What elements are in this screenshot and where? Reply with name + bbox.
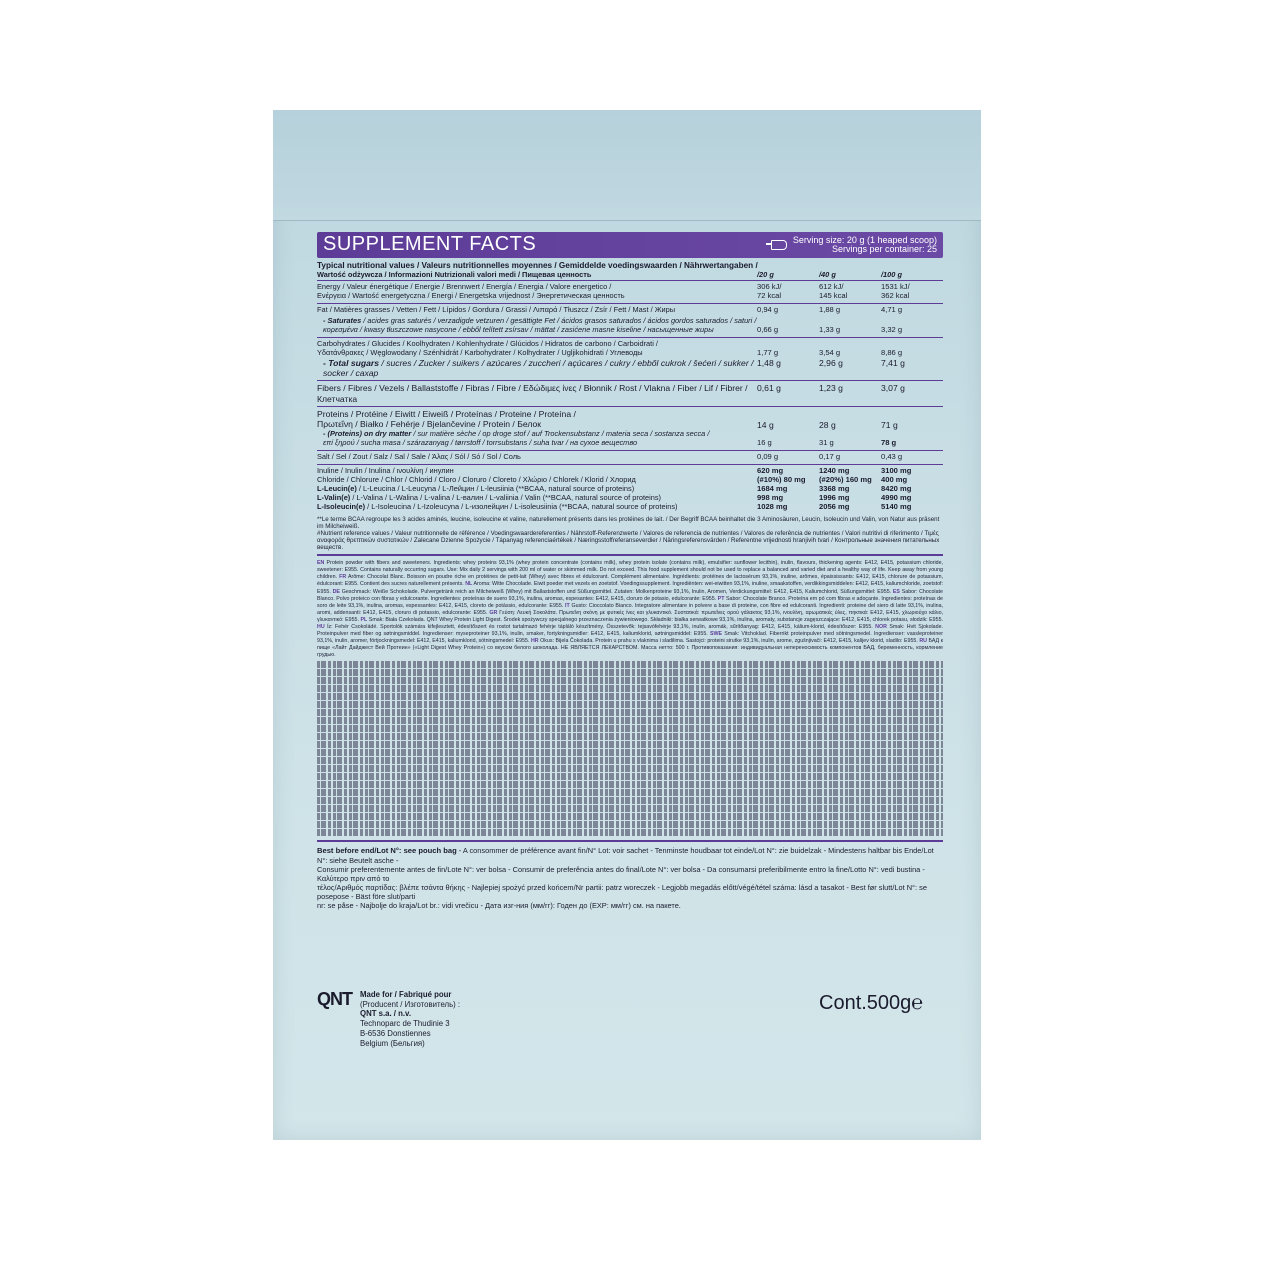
ingredients-block: [317, 560, 943, 842]
net-content: Cont.500g℮: [819, 992, 924, 1014]
bcaa-note: **Le terme BCAA regroupe les 3 acides aminés, leucine, isoleucine et valine, naturellement présents dans les protéines de lait. / Der Begriff BCAA beinhaltet die 3 Aminosäuren, Leucin, Isoleucin und Valin, von Natur aus präsent im Milcheiweiß.: [317, 515, 940, 530]
energy-kcal-40: 145 kcal: [819, 291, 848, 301]
lang-fr: FR: [339, 574, 347, 581]
sugar-40: 2,96 g: [819, 358, 843, 369]
fine-print-line: [317, 717, 943, 724]
energy-kj-100: 1531 kJ/: [881, 282, 910, 292]
energy-kcal-20: 72 kcal: [757, 291, 782, 301]
best-before-label: Best before end/Lot N°: see pouch bag: [317, 846, 457, 856]
serving-info: [771, 236, 937, 255]
fine-print-line: [317, 725, 943, 732]
ingredients-ru: БАД к пище «Лайт Дайджест Вей Протеин» («Light Digest Whey Protein») со вкусом белого шоколада. НЕ ЯВЛЯЕТСЯ ЛЕКАРСТВОМ. Масса нетто: 500 г. Противопоказания: индивидуальная непереносимость компонентов БАД, беременность, кормление грудью.: [317, 638, 943, 659]
val-20: 998 mg: [757, 492, 784, 502]
ingredients-pt: Sabor: Chocolate Branco. Proteína em pó com fibras e adoçante. Ingredientes: proteínas de soro de leite 93,1%, inulina, aromas, espessantes: E412, E415, cloreto de potássio, edulcorante: E955.: [317, 595, 943, 609]
salt-40: 0,17 g: [819, 451, 841, 461]
column-headers: [317, 271, 943, 282]
nutrition-header-2: Wartość odżywcza / Informazioni Nutrizionali valori medi / Пищевая ценность: [317, 269, 592, 279]
lang-nl: NL: [465, 581, 473, 588]
fat-100: 4,71 g: [881, 305, 903, 315]
sat-100: 3,32 g: [881, 325, 903, 335]
dry-matter-label-2: επί ξηρού / sucha masa / szárazanyag / tørrstoff / torrsubstans / suha tvar / на сухое вещество: [323, 437, 638, 447]
lang-pt: PT: [717, 595, 725, 602]
ingredients-nor: Smak: Hvit Sjokolade. Proteinpulver med fiber og søtningsmiddel. Ingredienser: myseproteiner 93,1%, inulin, smaker, fortykningsmidler: E412, E415, kaliumklorid, søtningsmiddel: E955.: [317, 624, 943, 638]
fat-label: Fat / Matières grasses / Vetten / Fett / Lípidos / Gordura / Grassi / Λιπαρά / Tłuszcz / Zsír / Fett / Mast / Жиры: [317, 305, 676, 315]
ingredients-gr: Γεύση: Λευκή Σοκολάτα. Πρωτεΐνη σκόνη με φυτικές ίνες και γλυκαντικό. Συστατικά: πρωτεΐνες ορού γάλακτος 93,1%, ινουλίνη, αρωματικές ύλες, πηκτικά: E412, E415, χλωριούχο κάλιο, γλυκαντικό: E955.: [317, 609, 943, 623]
nrv-note: #Nutrient reference values / Valeur nutritionnelle de référence / Voedingswaardereferenties / Nährstoff-Referenzwerte / Valores de referencia de nutrientes / Valores de referência de nutrientes / Valori nutritivi di riferimento / Τιμές αναφοράς θρεπτικών συστατικών / Zalecane Dzienne Spożycie / Tápanyag referenciaértékek / Næringsstoffreferanseverdier / Näringsreferensvärden / Referentne vrijednosti hranjivih tvari / Контрольные значения питательных веществ.: [317, 529, 940, 552]
fine-print-line: [317, 757, 943, 764]
salt-20: 0,09 g: [757, 451, 779, 461]
supplement-facts-panel: [317, 232, 943, 910]
pdm-40: 31 g: [819, 437, 834, 447]
isoleucine-label-rest: / L-Isoleucina / L-Izoleucyna / L-изолейцин / L-isoleusiinia (**BCAA, natural source of proteins): [365, 501, 678, 511]
chloride-40: (#20%) 160 mg: [819, 474, 872, 484]
lang-hr: HR: [530, 638, 539, 645]
energy-label: Energy / Valeur énergétique / Energie / Brennwert / Energía / Energia / Valore energetico /: [317, 282, 612, 292]
chloride-100: 400 mg: [881, 474, 908, 484]
lang-nor: NOR: [875, 624, 887, 631]
fine-print-line: [317, 789, 943, 796]
col-40g: /40 g: [819, 269, 836, 279]
fine-print-line: [317, 693, 943, 700]
ingredients-es: Sabor: Chocolate Blanco. Polvo proteico con fibras y edulcorante. Ingredientes: proteínas de suero 93,1%, inulina, aromas, espesantes: E412, E415, cloruro de potasio, edulcorante: E955.: [317, 588, 943, 602]
ingredients-swe: Smak: Vitchoklad. Fiberrikt proteinpulver med sötningsmedel. Ingredienser: vassleproteiner 93,1%, inulin, aromer, förtjockningsmedel: E412, E415, kaliumklorid, sötningsmedel: E955.: [317, 631, 943, 645]
lang-de: DE: [332, 588, 340, 595]
fine-print-line: [317, 741, 943, 748]
ingredients-en: Protein powder with fibers and sweeteners. Ingredients: whey proteins 93,1% (whey protein concentrate (contains milk), whey protein isolate (contains milk), emulsifier: sunflower lecithin), inulin, flavours, thickening agents: E412, E415, potassium chloride, sweetener: E955. Contains naturally occurring sugars. Use: Mix daily 2 servings with 200 ml of water or skimmed milk. Do not exceed. This food supplement should not be used to replace a balanced and varied diet and a healthy way of life. Keep away from young children.: [317, 560, 943, 581]
serving-size: Serving size: 20 g (1 heaped scoop): [792, 234, 937, 245]
best-before-line1: - A consommer de préférence avant fin/N° Lot: voir sachet - Tenminste houdbaar tot einde/Lot N°: zie buidelzak - Mindestens haltbar bis Ende/Lot N°: siehe Beutelt asche -: [317, 846, 934, 865]
fine-print-line: [317, 773, 943, 780]
fine-print-line: [317, 765, 943, 772]
amino-section: [317, 465, 943, 514]
ingredients-hu: Íz: Fehér Csokoládé. Sportolók számára kifejlesztett, édesítőszert és rostot tartalmazó fehérje tápláló készítmény. Összetevők: tejsavófehérje 93,1%, inulin, aromák, sűrítőanyag: E412, E415, kálium-klorid, édesítőszer: E955.: [327, 624, 873, 631]
fat-40: 1,88 g: [819, 305, 841, 315]
best-before-line3: τέλος/Αριθμός παρτίδας: βλέπε τσάντα θήκης - Najlepiej spożyć przed końcem/Nr partii: patrz woreczek - Legjobb megadás előtt/végé/tétel száma: lásd a tasakot - Best før slutt/Lot N°: se posepose - Bäst före slut/parti: [317, 882, 927, 901]
inulin-40: 1240 mg: [819, 465, 850, 475]
leucine-label: L-Leucin(e): [317, 483, 357, 493]
facts-banner: [317, 232, 943, 258]
pdm-20: 16 g: [757, 437, 772, 447]
lang-en: EN: [317, 560, 325, 567]
valine-label: L-Valin(e): [317, 492, 351, 502]
lang-gr: GR: [489, 609, 498, 616]
lang-swe: SWE: [709, 631, 723, 638]
saturates-label: - Saturates: [323, 316, 362, 326]
inulin-100: 3100 mg: [881, 465, 912, 475]
ingredients-de: Geschmack: Weiße Schokolade. Pulvergetränk reich an Milcheiweiß (Whey) mit Ballaststoffen und Süßungsmittel. Zutaten: Molkenproteine 93,1%, Inulin, Aromen, Verdickungsmittel: E412, E415, Kaliumchlorid, Süßungsmittel: E955.: [341, 588, 892, 595]
val-100: 4990 mg: [881, 492, 912, 502]
sat-40: 1,33 g: [819, 325, 841, 335]
salt-label: Salt / Sel / Zout / Salz / Sal / Sale / Άλας / Sól / Só / Sol / Соль: [317, 451, 521, 461]
ingredients-fr: Arôme: Chocolat Blanc. Boisson en poudre riche en protéines de petit-lait (Whey) avec fibres et édulcorant. Complément alimentaire. Ingrédients: protéines de lactosérum 93,1%, inuline, arômes, épaississants: E412, E415, chlorure de potassium, édulcorant: E955. Contient des sucres naturellement présents.: [317, 574, 943, 588]
carb-20: 1,77 g: [757, 348, 779, 358]
best-before-block: [317, 846, 943, 909]
company: QNT s.a. / n.v.: [360, 1009, 411, 1019]
energy-section: [317, 281, 943, 304]
iso-40: 2056 mg: [819, 501, 850, 511]
lang-es: ES: [892, 588, 900, 595]
sat-20: 0,66 g: [757, 325, 779, 335]
energy-kj-40: 612 kJ/: [819, 282, 844, 292]
fat-20: 0,94 g: [757, 305, 779, 315]
fiber-40: 1,23 g: [819, 383, 843, 394]
best-before-line4: nr: se påse - Najbolje do kraja/Lot br.: vidi vrečicu - Дата изг-ния (мм/гг): Годен до (EXP: мм/гг) см. на пакете.: [317, 900, 681, 910]
fine-print-line: [317, 733, 943, 740]
fine-print-line: [317, 685, 943, 692]
carb-section: [317, 338, 943, 381]
iso-20: 1028 mg: [757, 501, 788, 511]
protein-20: 14 g: [757, 419, 774, 430]
leucine-label-rest: / L-Leucina / L-Leucyna / L-Лейцин / L-leusiinia (**BCAA, natural source of proteins): [356, 483, 635, 493]
fine-print-line: [317, 813, 943, 820]
leu-100: 8420 mg: [881, 483, 912, 493]
qnt-logo: QNT: [317, 989, 352, 1009]
leu-20: 1684 mg: [757, 483, 788, 493]
product-pouch: [273, 110, 981, 1140]
saturates-label-rest: / acides gras saturés / verzadigde vetzuren / gesättigte Fet / ácidos grasos saturados / ácidos gordos saturados / saturi /: [361, 316, 757, 326]
dry-matter-label-rest: / sur matière sèche / op droge stof / auf Trockensubstanz / materia seca / sostanza secca /: [411, 428, 710, 438]
city: B-6536 Donstiennes: [360, 1028, 431, 1038]
sugar-label: - Total sugars: [323, 358, 380, 369]
dry-matter-label: - (Proteins) on dry matter: [323, 428, 412, 438]
best-before-line2: Consumir preferentemente antes de fin/Lote N°: ver bolsa - Consumir de preferência antes do final/Lote N°: ver bolsa - Da consumarsi preferibilmente entro la fine/Lotto N°: vedi bustina - Καλύτερο πριν από το: [317, 864, 925, 883]
fine-print-line: [317, 701, 943, 708]
lang-hu: HU: [317, 624, 325, 631]
fiber-label: Fibers / Fibres / Vezels / Ballaststoffe / Fibras / Fibre / Εδώδιμες ίνες / Błonnik / Rost / Vlakna / Fiber / Lif / Fibrer / Клетчатка: [317, 383, 748, 404]
inulin-label: Inuline / Inulin / Inulina / ινουλίνη / инулин: [317, 465, 454, 475]
fine-print-lines: [317, 661, 943, 836]
fine-print-line: [317, 781, 943, 788]
fiber-20: 0,61 g: [757, 383, 781, 394]
inulin-20: 620 mg: [757, 465, 784, 475]
ingredients-pl: Smak: Biała Czekolada. QNT Whey Protein Light Digest. Środek spożywczy specjalnego przeznaczenia żywieniowego. Składniki: białka serwatkowe 93,1%, inulina, aromaty, substancje zagęszczające: E412, E415, chlorek potasu, słodzik: E955.: [368, 616, 943, 623]
manufacturer-block: [317, 990, 460, 1048]
fine-print-line: [317, 805, 943, 812]
energy-label-2: Ενέργεια / Wartość energetyczna / Energi / Energetska vrijednost / Энергетическая ценность: [317, 291, 625, 301]
lang-it: IT: [565, 602, 570, 609]
sugar-label-rest: / sucres / Zucker / suikers / azúcares / zuccheri / açúcares / cukry / ebből cukrok / šećeri / sukker / socker / сахар: [323, 358, 754, 379]
fine-print-line: [317, 797, 943, 804]
valine-label-rest: / L-Valina / L-Walina / L-valina / L-валин / L-valiinia / Valin (**BCAA, natural source of proteins): [350, 492, 662, 502]
fiber-100: 3,07 g: [881, 383, 905, 394]
fine-print-line: [317, 661, 943, 668]
col-100g: /100 g: [881, 269, 902, 279]
chloride-label: Chloride / Chlorure / Chlor / Chlorid / Cloro / Cloruro / Cloreto / Χλώριο / Chlorek / Klorid / Хлорид: [317, 474, 636, 484]
lang-ru: RU: [919, 638, 927, 645]
col-20g: /20 g: [757, 269, 774, 279]
saturates-label-2: κορεσμένα / kwasy tłuszczowe nasycone / ebből telített zsírsav / mättat / zasićene masne kiseline / насыщенные жиры: [323, 325, 714, 334]
fine-print-line: [317, 677, 943, 684]
pouch-top-seal: [273, 110, 981, 221]
ingredients-nl: Aroma: Witte Chocolade. Eiwit poeder met vezels en zoetstof. Voedingssupplement. Ingrediënten: wei-eiwitten 93,1%, inuline, smaakstoffen, verdikkingsmiddelen: E412, E415, kaliumchloride, zoetstof: E955.: [317, 581, 943, 595]
facts-title: SUPPLEMENT FACTS: [323, 233, 537, 256]
footnotes: [317, 514, 943, 557]
carb-label: Carbohydrates / Glucides / Koolhydraten / Kohlenhydrate / Glúcidos / Hidratos de carbono / Carboidrati /: [317, 339, 658, 349]
fine-print-line: [317, 749, 943, 756]
fiber-section: [317, 381, 943, 406]
servings-per-container: Servings per container: 25: [831, 244, 937, 254]
ingredients-hr: Okus: Bijela Čokolada. Protein u prahu s vlaknima i sladilima. Sastojci: proteini sirutke 93,1%, inulin, arome, zgušnjivači: E412, E415, kalijev klorid, sladilo: E955.: [540, 638, 918, 645]
chloride-20: (#10%) 80 mg: [757, 474, 806, 484]
carb-100: 8,86 g: [881, 348, 903, 358]
salt-100: 0,43 g: [881, 451, 903, 461]
nutrition-header: Typical nutritional values / Valeurs nutritionnelles moyennes / Gemiddelde voedingswaarden / Nährwertangaben /: [317, 261, 758, 270]
protein-label: Proteins / Protéine / Eiwitt / Eiweiß / Proteínas / Proteine / Proteína /: [317, 408, 576, 419]
energy-kcal-100: 362 kcal: [881, 291, 910, 301]
ingredients-it: Gusto: Cioccolato Bianco. Integratore alimentare in polvere a base di proteine, con fibre ed edulcoranti. Ingredienti: proteine del siero di latte 93,1%, inulina, aromi, addensanti: E412, E415, cloruro di potassio, edulcorante: E955.: [317, 602, 943, 616]
carb-label-2: Υδατάνθρακες / Węglowodany / Szénhidrát / Karbohydrater / Kolhydrater / Ugljikohidrati / Углеводы: [317, 347, 643, 357]
leu-40: 3368 mg: [819, 483, 850, 493]
sugar-100: 7,41 g: [881, 358, 905, 369]
fine-print-line: [317, 669, 943, 676]
fine-print-line: [317, 709, 943, 716]
isoleucine-label: L-Isoleucin(e): [317, 501, 366, 511]
producer: (Producent / Изготовитель) :: [360, 999, 461, 1009]
made-for: Made for / Fabriqué pour: [360, 990, 452, 999]
salt-section: [317, 451, 943, 465]
energy-kj-20: 306 kJ/: [757, 282, 782, 292]
country: Belgium (Бельгия): [360, 1038, 425, 1048]
sugar-20: 1,48 g: [757, 358, 781, 369]
protein-100: 71 g: [881, 419, 898, 430]
fat-section: [317, 304, 943, 338]
fine-print-line: [317, 829, 943, 836]
val-40: 1996 mg: [819, 492, 850, 502]
protein-label-2: Πρωτεΐνη / Białko / Fehérje / Bjelančevine / Protein / Белок: [317, 418, 541, 429]
carb-40: 3,54 g: [819, 348, 841, 358]
lang-pl: PL: [360, 616, 368, 623]
street: Technoparc de Thudinie 3: [360, 1019, 450, 1029]
protein-40: 28 g: [819, 419, 836, 430]
pdm-100: 78 g: [881, 437, 897, 447]
fine-print-line: [317, 821, 943, 828]
scoop-icon: [771, 240, 787, 250]
protein-section: [317, 407, 943, 451]
iso-100: 5140 mg: [881, 501, 912, 511]
